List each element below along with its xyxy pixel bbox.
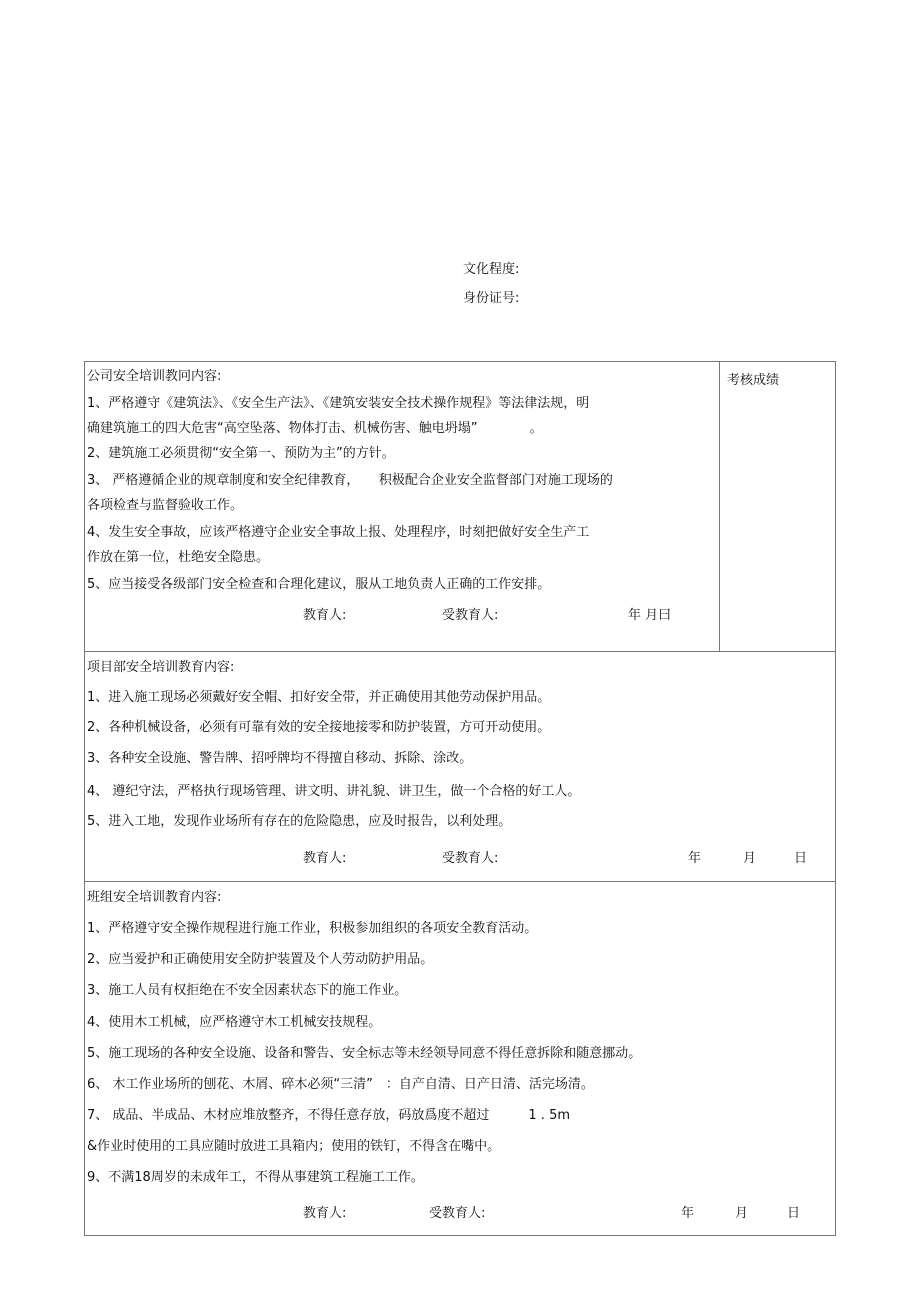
list-item: 3、 严格遵循企业的规章制度和安全纪律教育， 积极配合企业安全监督部门对施工现场的 <box>87 473 613 488</box>
list-item: 6、 木工作业场所的刨花、木屑、碎木必须“三清” ：自产自清、日产日清、活完场清。 <box>87 1077 594 1092</box>
list-item: 4、发生安全事故，应该严格遵守企业安全事故上报、处理程序，时刻把做好安全生产工 <box>87 525 590 540</box>
educator-label: 教育人: <box>303 608 347 623</box>
educator-label: 教育人: <box>303 851 347 866</box>
training-record-table <box>84 361 836 1236</box>
list-item: 4、使用木工机械，应严格遵守木工机械安技规程。 <box>87 1015 382 1030</box>
month-label: 月 <box>743 851 757 866</box>
year-label: 年 <box>688 851 702 866</box>
list-item: 2、各种机械设备，必须有可靠有效的安全接地接零和防护装置，方可开动使用。 <box>87 720 551 735</box>
educatee-label: 受教育人: <box>442 851 499 866</box>
list-item: 1、进入施工现场必须戴好安全帽、扣好安全带，并正确使用其他劳动保护用品。 <box>87 690 551 705</box>
year-label: 年 <box>681 1206 695 1221</box>
company-training-section <box>85 362 835 651</box>
team-training-section <box>85 882 835 1235</box>
list-item: 1、严格遵守《建筑法》、《安全生产法》、《建筑安装安全技术操作规程》等法律法规，明 <box>87 396 590 411</box>
list-item: 确建筑施工的四大危害“高空坠落、物体打击、机械伤害、触电坍塌” 。 <box>87 421 543 436</box>
section-title: 班组安全培训教育内容: <box>87 890 222 905</box>
list-item: 9、不满18周岁的未成年工，不得从事建筑工程施工工作。 <box>87 1170 424 1185</box>
educatee-label: 受教育人: <box>442 608 499 623</box>
list-item: 5、进入工地，发现作业场所有存在的危险隐患，应及时报告，以利处理。 <box>87 814 512 829</box>
educatee-label: 受教育人: <box>429 1206 486 1221</box>
list-item: 各项检查与监督验收工作。 <box>87 498 244 513</box>
list-item: 7、 成品、半成品、木材应堆放整齐，不得任意存放，码放爲度不超过 1 . 5m <box>87 1108 571 1123</box>
project-training-section <box>85 652 835 881</box>
day-label: 日 <box>787 1206 801 1221</box>
day-label: 日 <box>794 851 808 866</box>
date-label: 年 月曰 <box>628 608 672 623</box>
score-label: 考核成绩 <box>727 373 780 388</box>
list-item: 5、应当接受各级部门安全检查和合理化建议，服从工地负责人正确的工作安排。 <box>87 577 551 592</box>
score-column-divider <box>719 362 720 651</box>
id-number-label: 身份证号: <box>463 291 520 306</box>
list-item: 3、各种安全设施、警告牌、招呼牌均不得擅自移动、拆除、涂改。 <box>87 751 473 766</box>
section-title: 项目部安全培训教育内容: <box>87 660 235 675</box>
month-label: 月 <box>735 1206 749 1221</box>
list-item: 4、 遵纪守法，严格执行现场管理、讲文明、讲礼貌、讲卫生，做一个合格的好工人。 <box>87 784 581 799</box>
educator-label: 教育人: <box>303 1206 347 1221</box>
list-item: 作放在第一位，杜绝安全隐患。 <box>87 550 270 565</box>
section-title: 公司安全培训教冋内容: <box>87 369 222 384</box>
list-item: &作业时使用的工具应随时放进工具箱内；使用的铁钉，不得含在嘴中。 <box>87 1139 501 1154</box>
education-level-label: 文化程度: <box>463 262 520 277</box>
list-item: 2、应当爱护和正确使用安全防护装置及个人劳动防护用品。 <box>87 952 434 967</box>
list-item: 5、施工现场的各种安全设施、设备和警告、安全标志等未经领导同意不得任意拆除和随意挪动。 <box>87 1046 642 1061</box>
list-item: 3、施工人员有权拒绝在不安全因素状态下的施工作业。 <box>87 983 408 998</box>
list-item: 1、严格遵守安全操作规程进行施工作业，积极参加组织的各项安全教育活动。 <box>87 921 538 936</box>
list-item: 2、建筑施工必须贯彻“安全第一、预防为主”的方针。 <box>87 446 395 461</box>
